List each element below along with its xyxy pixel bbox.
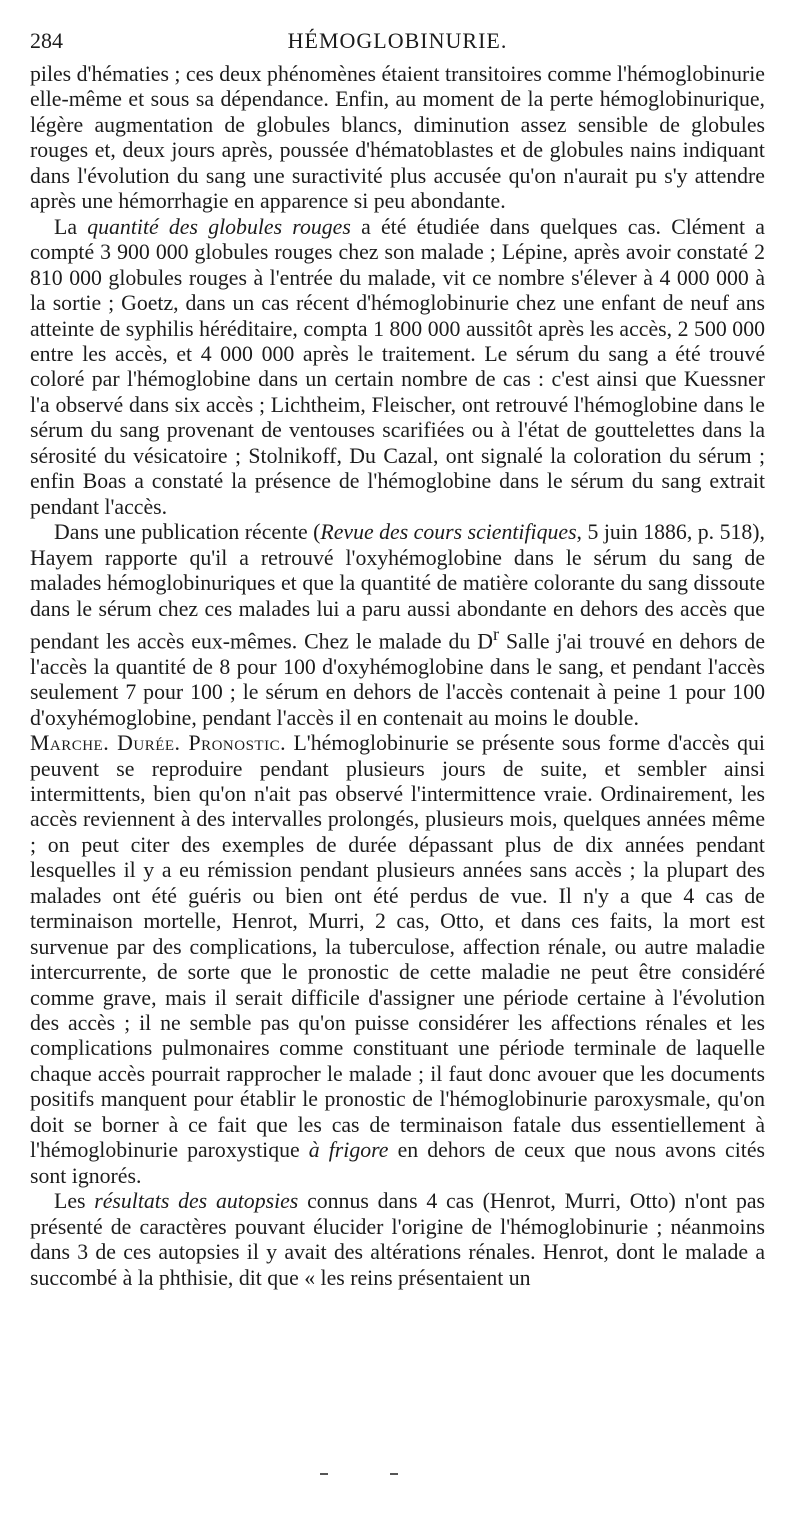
paragraph-3-tail: Salle j'ai trouvé en dehors de l'accès la quantité de 8 pour 100 d'oxyhémoglobine dans le sang, et pendant l'accès seulement 7 pour 100 ; le sérum en dehors de l'accès contenait à peine 1 pour 100 d'oxyhémoglobine, pendant l'accès il en contenait au moins le double.	[30, 629, 765, 730]
paragraph-5-emphasis: résultats des autopsies	[94, 1189, 299, 1214]
paragraph-4-text: L'hémoglobinurie se présente sous forme d'accès qui peuvent se reproduire pendant plusieurs jours de suite, et sembler ainsi intermittents, bien qu'on n'ait pas observé l'intermittence vraie. Ordinairement, les accès reviennent à des intervalles prolongés, plusieurs mois, quelques années même ; on peut citer des exemples de durée dépassant plus de dix années pendant lesquelles il y a eu rémission pendant plusieurs années sans accès ; la plupart des malades ont été guéris ou bien ont été perdus de vue. Il n'y a que 4 cas de terminaison mortelle, Henrot, Murri, 2 cas, Otto, et dans ces faits, la mort est survenue par des complications, la tuberculose, affection rénale, ou autre maladie intercurrente, de sorte que le pronostic de cette maladie ne peut être considéré comme grave, mais il serait difficile d'assigner une période certaine à l'évolution des accès ; il ne semble pas qu'on puisse considérer les affections rénales et les complications pulmonaires comme constituant une période terminale de laquelle chaque accès pourrait rapprocher le malade ; il faut donc avouer que les documents positifs manquent pour établir le pronostic de l'hémoglobinurie paroxysmale, qu'on doit se borner à ce fait que les cas de terminaison fatale dus essentiellement à l'hémoglobinurie paroxystique	[30, 731, 765, 1163]
footer-mark	[390, 1473, 398, 1475]
paragraph-5-lead: Les	[54, 1189, 95, 1214]
superscript-r: r	[492, 623, 500, 644]
page-header	[30, 28, 765, 62]
running-title: HÉMOGLOBINURIE.	[287, 28, 508, 53]
paragraph-4-emphasis: à frigore	[308, 1138, 389, 1163]
section-heading: Marche. Durée. Pronostic.	[30, 731, 287, 756]
paragraph-3-text: , 5 juin 1886, p. 518), Hayem rapporte qu'il a retrouvé l'oxyhémoglobine dans le sérum du sang de malades hémoglobinuriques et que la quantité de matière colorante du sang dissoute dans le sérum chez ces malades lui a paru aussi abondante en dehors des accès que pendant les accès eux-mêmes. Chez le malade du D	[30, 520, 765, 654]
paragraph-2-lead: La	[54, 214, 88, 239]
paragraph-4-tail: en dehors de ceux que nous avons cités sont ignorés.	[30, 1138, 765, 1188]
paragraph-3-lead: Dans une publication récente (	[54, 520, 321, 545]
paragraph-5	[30, 1189, 765, 1291]
paragraph-3	[30, 520, 765, 731]
page-number: 284	[30, 28, 63, 53]
paragraph-1	[30, 62, 765, 215]
paragraph-2-text: a été étudiée dans quelques cas. Clément a compté 3 900 000 globules rouges chez son malade ; Lépine, après avoir constaté 2 810 000 globules rouges à l'entrée du malade, vit ce nombre s'élever à 4 000 000 à la sortie ; Goetz, dans un cas récent d'hémoglobinurie chez une enfant de neuf ans atteinte de syphilis héréditaire, compta 1 800 000 aussitôt après les accès, 2 500 000 entre les accès, et 4 000 000 après le traitement. Le sérum du sang a été trouvé coloré par l'hémoglobine dans un certain nombre de cas : c'est ainsi que Kuessner l'a observé dans six accès ; Lichtheim, Fleischer, ont retrouvé l'hémoglobine dans le sérum du sang provenant de ventouses scarifiées ou à l'état de gouttelettes dans la sérosité du vésicatoire ; Stolnikoff, Du Cazal, ont signalé la coloration du sérum ; enfin Boas a constaté la présence de l'hémoglobine dans le sérum du sang extrait pendant l'accès.	[30, 214, 765, 519]
footer-mark	[320, 1473, 328, 1475]
paragraph-1-text: piles d'hématies ; ces deux phénomènes étaient transitoires comme l'hémoglobinurie elle-même et sous sa dépendance. Enfin, au moment de la perte hémoglobinurique, légère augmentation de globules blancs, diminution assez sensible de globules rouges et, deux jours après, poussée d'hématoblastes et de globules nains indiquant dans l'évolution du sang une suractivité plus accusée qu'on n'aurait pu s'y attendre après une hémorrhagie en apparence si peu abondante.	[30, 62, 765, 214]
footer-marks	[320, 1473, 410, 1477]
paragraph-2	[30, 215, 765, 520]
paragraph-4	[30, 731, 765, 1189]
paragraph-5-text: connus dans 4 cas (Henrot, Murri, Otto) n'ont pas présenté de caractères pouvant élucider l'origine de l'hémoglobinurie ; néanmoins dans 3 de ces autopsies il y avait des altérations rénales. Henrot, dont le malade a succombé à la phthisie, dit que « les reins présentaient un	[30, 1189, 765, 1290]
page-body	[30, 62, 765, 1291]
book-page	[30, 28, 765, 1291]
journal-title: Revue des cours scientifiques	[320, 520, 577, 545]
paragraph-2-emphasis: quantité des globules rouges	[87, 214, 351, 239]
